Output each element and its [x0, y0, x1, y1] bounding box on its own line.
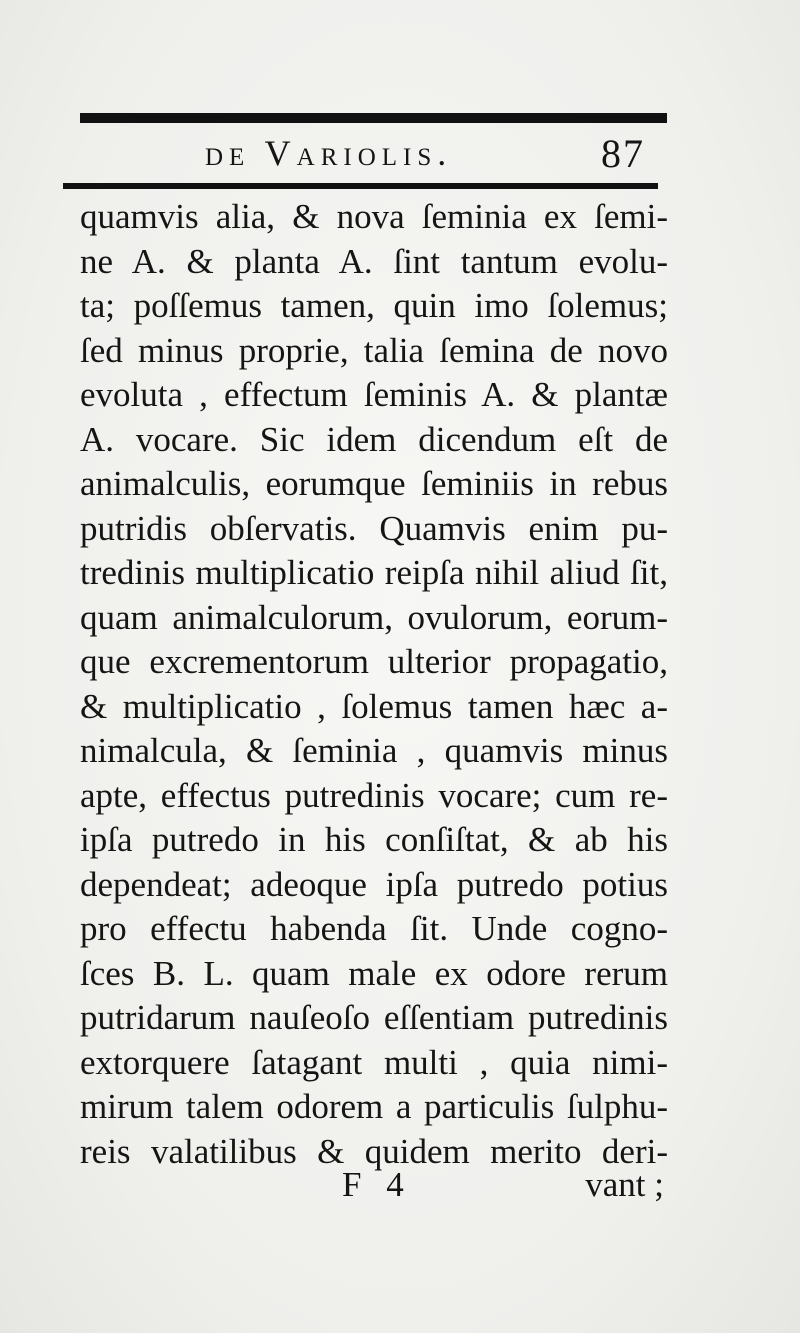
text-line: putridis obſervatis. Quamvis enim pu-	[80, 508, 668, 548]
text-line: quamvis alia, & nova ſeminia ex ſemi-	[80, 197, 668, 236]
page-number: 87	[601, 131, 645, 176]
text-line: pro effectu habenda ſit. Unde cogno-	[80, 909, 668, 948]
text-line: apte, effectus putredinis vocare; cum re-	[80, 775, 668, 815]
text-line: extorquere ſatagant multi , quia nimi-	[80, 1042, 668, 1082]
text-line: & multiplicatio , ſolemus tamen hæc a-	[80, 686, 668, 726]
header-rule-top	[80, 113, 667, 123]
text-line: tredinis multiplicatio reipſa nihil aliud ſit,	[80, 553, 668, 592]
text-line: ne A. & planta A. ſint tantum evolu-	[80, 241, 668, 281]
body-text	[80, 195, 668, 1174]
text-line: que excrementorum ulterior propagatio,	[80, 642, 668, 681]
text-line: A. vocare. Sic idem dicendum eſt de	[80, 419, 668, 459]
text-line: animalculis, eorumque ſeminiis in rebus	[80, 464, 668, 503]
text-line: evoluta , effectum ſeminis A. & plantæ	[80, 375, 668, 414]
text-line: reis valatilibus & quidem merito deri-	[80, 1131, 668, 1171]
header-rule-bottom	[63, 183, 658, 189]
running-head	[80, 128, 667, 180]
signature-mark: F 4	[342, 1165, 412, 1204]
text-line: ſces B. L. quam male ex odore rerum	[80, 953, 668, 993]
text-line: putridarum nauſeoſo eſſentiam putredinis	[80, 998, 668, 1037]
text-line: mirum talem odorem a particulis ſulphu-	[80, 1087, 668, 1126]
page-footer	[80, 1165, 668, 1215]
text-line: dependeat; adeoque ipſa putredo potius	[80, 864, 668, 904]
text-line: nimalcula, & ſeminia , quamvis minus	[80, 731, 668, 770]
text-line: ta; poſſemus tamen, quin imo ſolemus;	[80, 286, 668, 325]
text-line: ſed minus proprie, talia ſemina de novo	[80, 330, 668, 370]
text-line: ipſa putredo in his conſiſtat, & ab his	[80, 820, 668, 859]
text-line: quam animalculorum, ovulorum, eorum-	[80, 597, 668, 637]
running-title: de Variolis.	[205, 133, 453, 173]
catchword: vant ;	[585, 1165, 664, 1204]
